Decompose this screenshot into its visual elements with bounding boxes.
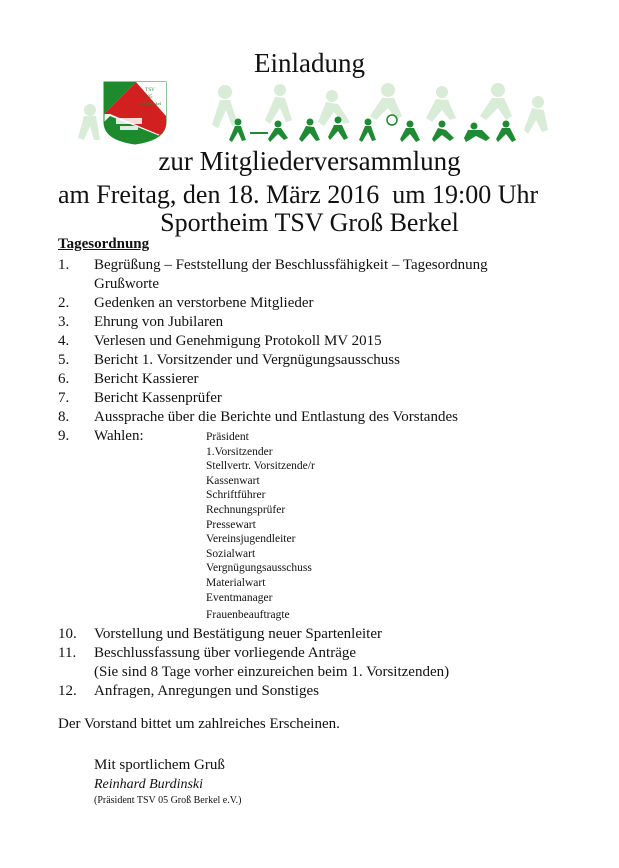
- date-line: am Freitag, den 18. März 2016 um 19:00 Uhr: [58, 180, 539, 209]
- svg-text:Groß Berkel: Groß Berkel: [138, 101, 162, 106]
- agenda-item: 3. Ehrung von Jubilaren: [58, 314, 224, 330]
- wahlen-label: Wahlen:: [94, 428, 144, 444]
- position-item: Stellvertr. Vorsitzende/r: [206, 460, 315, 473]
- agenda-heading: Tagesordnung: [58, 236, 150, 252]
- location-line: Sportheim TSV Groß Berkel: [160, 208, 459, 237]
- position-item: Rechnungsprüfer: [206, 503, 286, 516]
- svg-text:TSV: TSV: [145, 88, 155, 93]
- wahlen-positions: [206, 427, 315, 623]
- agenda-item: 8. Aussprache über die Berichte und Entlastung des Vorstandes: [58, 409, 458, 425]
- agenda-list: [58, 256, 598, 701]
- position-item: Vereinsjugendleiter: [206, 533, 296, 546]
- page-subtitle: zur Mitgliederversammlung: [158, 146, 461, 176]
- position-item: Materialwart: [206, 576, 266, 589]
- agenda-item: 12. Anfragen, Anregungen und Sonstiges: [58, 682, 319, 699]
- agenda-item: 10. Vorstellung und Bestätigung neuer Spartenleiter: [58, 625, 382, 642]
- club-logo-icon: [104, 82, 166, 144]
- position-item: Präsident: [206, 431, 249, 443]
- agenda-item: 1. Begrüßung – Feststellung der Beschlussfähigkeit – Tagesordnung Grußworte: [58, 257, 488, 292]
- svg-text:05: 05: [147, 95, 153, 100]
- closing-text: Der Vorstand bittet um zahlreiches Erscheinen.: [58, 716, 340, 732]
- greeting: Mit sportlichem Gruß: [94, 757, 225, 773]
- agenda-item: 4. Verlesen und Genehmigung Protokoll MV 2015: [58, 333, 382, 349]
- sports-banner: [70, 80, 550, 146]
- position-item: Schriftführer: [206, 489, 266, 502]
- agenda-item: 11. Beschlussfassung über vorliegende Anträge (Sie sind 8 Tage vorher einzureichen beim 1. Vorsitzenden): [58, 644, 450, 680]
- agenda-item-wahlen: 9. Wahlen: Präsident 1.Vorsitzender Stellvertr. Vorsitzende/r Kassenwart Schriftführer Rechnungsprüfer Pressewart Vereinsjugendleiter Sozialwart Vergnügungsausschuss Materialwart Eventmanager Frauenbeauftragte: [58, 428, 315, 622]
- page-title: Einladung: [254, 48, 365, 78]
- signature-title: (Präsident TSV 05 Groß Berkel e.V.): [94, 795, 242, 806]
- position-item: Eventmanager: [206, 591, 273, 604]
- position-item: Vergnügungsausschuss: [206, 562, 312, 575]
- agenda-item: 6. Bericht Kassierer: [58, 371, 199, 387]
- agenda-item: 5. Bericht 1. Vorsitzender und Vergnügungsausschuss: [58, 352, 400, 368]
- position-item: 1.Vorsitzender: [206, 445, 273, 458]
- position-item: Kassenwart: [206, 474, 260, 487]
- agenda-item: 7. Bericht Kassenprüfer: [58, 390, 222, 406]
- position-item: Frauenbeauftragte: [206, 609, 290, 622]
- position-item: Pressewart: [206, 518, 256, 531]
- signature: Reinhard Burdinski: [94, 777, 204, 792]
- position-item: Sozialwart: [206, 547, 256, 560]
- agenda-item: 2. Gedenken an verstorbene Mitglieder: [58, 295, 314, 311]
